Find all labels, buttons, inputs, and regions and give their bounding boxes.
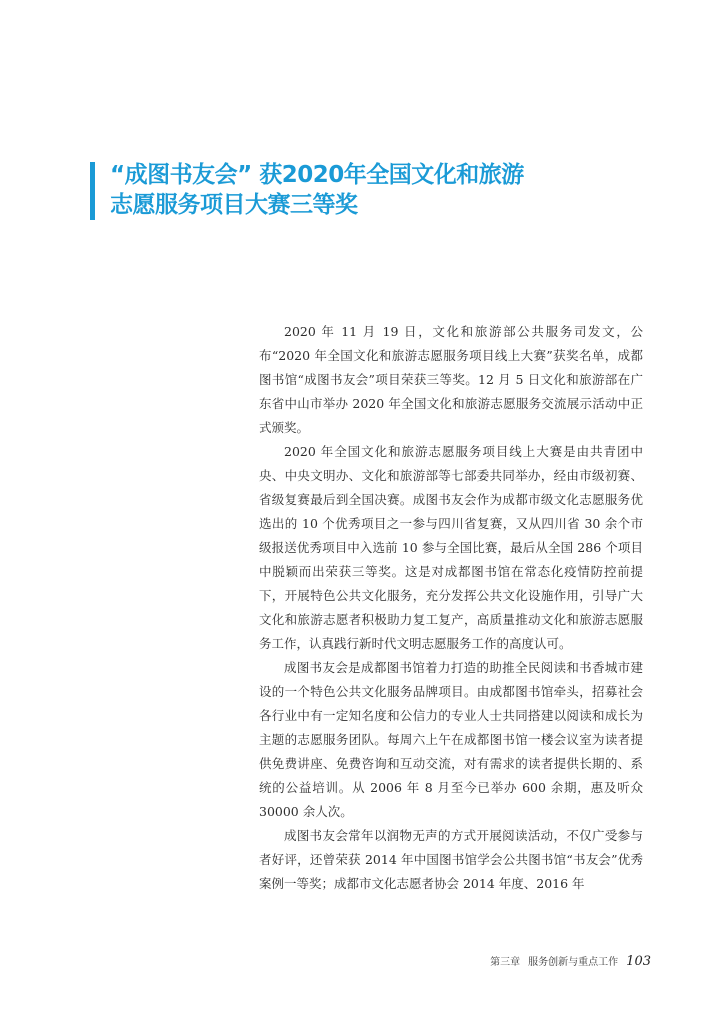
article-body [259,320,643,896]
body-paragraph-2: 2020 年全国文化和旅游志愿服务项目线上大赛是由共青团中央、中央文明办、文化和旅游部等七部委共同举办，经由市级初赛、省级复赛最后到全国决赛。成图书友会作为成都市级文化志愿服务优选出的 10 个优秀项目之一参与四川省复赛，又从四川省 30 余个市级报送优秀项目中入选前 10 参与全国比赛，最后从全国 286 个项目中脱颖而出荣获三等奖。这是对成都图书馆在常态化疫情防控前提下，开展特色公共文化服务，充分发挥公共文化设施作用，引导广大文化和旅游志愿者积极助力复工复产，高质量推动文化和旅游志愿服务工作，认真践行新时代文明志愿服务工作的高度认可。 [259,444,643,651]
footer-section: 服务创新与重点工作 [528,957,619,968]
body-paragraph-3: 成图书友会是成都图书馆着力打造的助推全民阅读和书香城市建设的一个特色公共文化服务品牌项目。由成都图书馆牵头，招募社会各行业中有一定知名度和公信力的专业人士共同搭建以阅读和成长为主题的志愿服务团队。每周六上午在成都图书馆一楼会议室为读者提供免费讲座、免费咨询和互动交流，对有需求的读者提供长期的、系统的公益培训。从 2006 年 8 月至今已举办 600 余期，惠及听众 30000 余人次。 [259,660,643,819]
body-paragraph-1: 2020 年 11 月 19 日，文化和旅游部公共服务司发文，公布“2020 年全国文化和旅游志愿服务项目线上大赛”获奖名单，成都图书馆“成图书友会”项目荣获三等奖。12 月 5 日文化和旅游部在广东省中山市举办 2020 年全国文化和旅游志愿服务交流展示活动中正式颁奖。 [259,324,643,435]
article-title-block [90,160,650,220]
body-paragraph-4: 成图书友会常年以润物无声的方式开展阅读活动，不仅广受参与者好评，还曾荣获 2014 年中国图书馆学会公共图书馆“书友会”优秀案例一等奖；成都市文化志愿者协会 2014 年度、2016 年 [259,828,643,891]
title-line-1: “成图书友会” 获2020年全国文化和旅游 [110,162,524,188]
page-footer [490,953,651,969]
article-title [110,160,650,220]
page-number: 103 [626,954,651,969]
footer-chapter: 第三章 [490,957,521,968]
title-line-2: 志愿服务项目大赛三等奖 [110,192,358,218]
title-accent-bar [90,162,95,220]
